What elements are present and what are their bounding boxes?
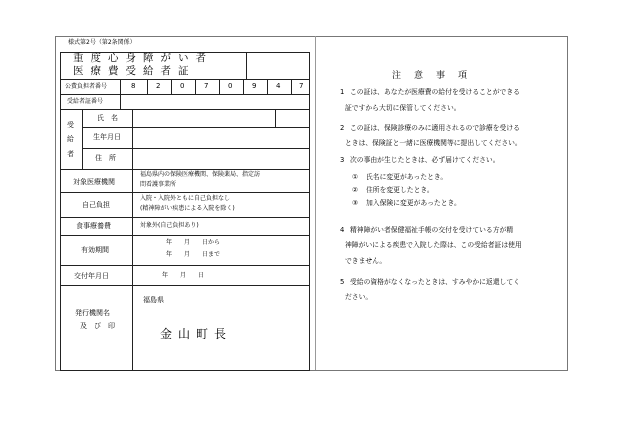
meal-label: 食事療養費	[76, 222, 111, 230]
payer-digit: 0	[180, 82, 185, 90]
note-number: 3	[340, 156, 345, 164]
validity-from: 年 月 日から	[166, 239, 221, 246]
payer-digit: 2	[156, 82, 161, 90]
payer-digit: 7	[204, 82, 209, 90]
payer-digit: 0	[228, 82, 233, 90]
certificate-form	[60, 52, 310, 370]
facility-value-line1: 福島県内の保険医療機関、保険薬局、指定訪	[140, 171, 261, 178]
name-label: 氏 名	[97, 114, 118, 122]
notes-title: 注意事項	[392, 71, 481, 81]
recipient-label: 給	[67, 135, 74, 143]
issue-date-value: 年 月 日	[162, 272, 205, 279]
sub-note-number: ③	[352, 199, 359, 207]
payer-digit: 8	[131, 82, 136, 90]
address-label: 住 所	[95, 154, 116, 162]
sub-note-text: 住所を変更したとき。	[366, 186, 434, 194]
public-payer-number-label: 公費負担者番号	[65, 83, 108, 90]
certificate-title-line2: 医療費受給者証	[73, 65, 196, 77]
note-line: 精神障がい者保健福祉手帳の交付を受けている方が精	[350, 226, 514, 234]
note-line: この証は、あなたが医療費の給付を受けることができる	[350, 88, 520, 96]
note-line: 次の事由が生じたときは、必ず届けてください。	[350, 156, 500, 164]
note-line: ときは、保険証と一緒に医療機関等に提出してください。	[345, 139, 522, 147]
sub-note-text: 加入保険に変更があったとき。	[366, 199, 461, 207]
validity-to: 年 月 日まで	[166, 251, 221, 258]
issuer-name: 金山町長	[160, 327, 233, 341]
recipient-number-label: 受給者証番号	[67, 98, 104, 105]
note-line: 受給の資格がなくなったときは、すみやかに返還してく	[350, 278, 520, 286]
issuer-label-line1: 発行機関名	[75, 309, 110, 317]
payer-digit: 7	[299, 82, 304, 90]
note-number: 5	[340, 278, 345, 286]
note-line: 神障がいによる疾患で入院した際は、この受給者証は使用	[345, 241, 522, 249]
issuer-prefecture: 福島県	[143, 296, 164, 304]
meal-value: 対象外(自己負担あり)	[140, 222, 199, 229]
copay-value-line2: (精神障がい疾患による入院を除く)	[140, 205, 235, 212]
sub-note-text: 氏名に変更があったとき。	[366, 173, 448, 181]
validity-label: 有効期間	[81, 246, 109, 254]
note-number: 4	[340, 226, 345, 234]
note-number: 2	[340, 124, 345, 132]
recipient-label: 受	[67, 121, 74, 129]
fold-line	[315, 36, 316, 370]
issuer-label-line2: 及 び 印	[80, 322, 115, 330]
recipient-label: 者	[67, 150, 74, 158]
note-line: ださい。	[345, 293, 373, 301]
dob-label: 生年月日	[93, 133, 121, 141]
sub-note-number: ①	[352, 173, 359, 181]
sub-note-number: ②	[352, 186, 359, 194]
form-number: 様式第2号（第2条関係）	[68, 39, 136, 46]
facility-label: 対象医療機関	[73, 178, 115, 186]
note-line: 証ですから大切に保管してください。	[345, 104, 461, 112]
note-number: 1	[340, 88, 345, 96]
note-line: できません。	[345, 257, 387, 265]
copay-value-line1: 入院・入院外ともに自己負担なし	[140, 195, 231, 202]
payer-digit: 4	[276, 82, 281, 90]
certificate-title-line1: 重度心身障がい者	[73, 52, 213, 64]
payer-digit: 9	[252, 82, 257, 90]
facility-value-line2: 問看護事業所	[140, 181, 177, 188]
issue-date-label: 交付年月日	[74, 272, 109, 280]
note-line: この証は、保険診療のみに適用されるので診療を受ける	[350, 124, 520, 132]
copay-label: 自己負担	[82, 201, 110, 209]
